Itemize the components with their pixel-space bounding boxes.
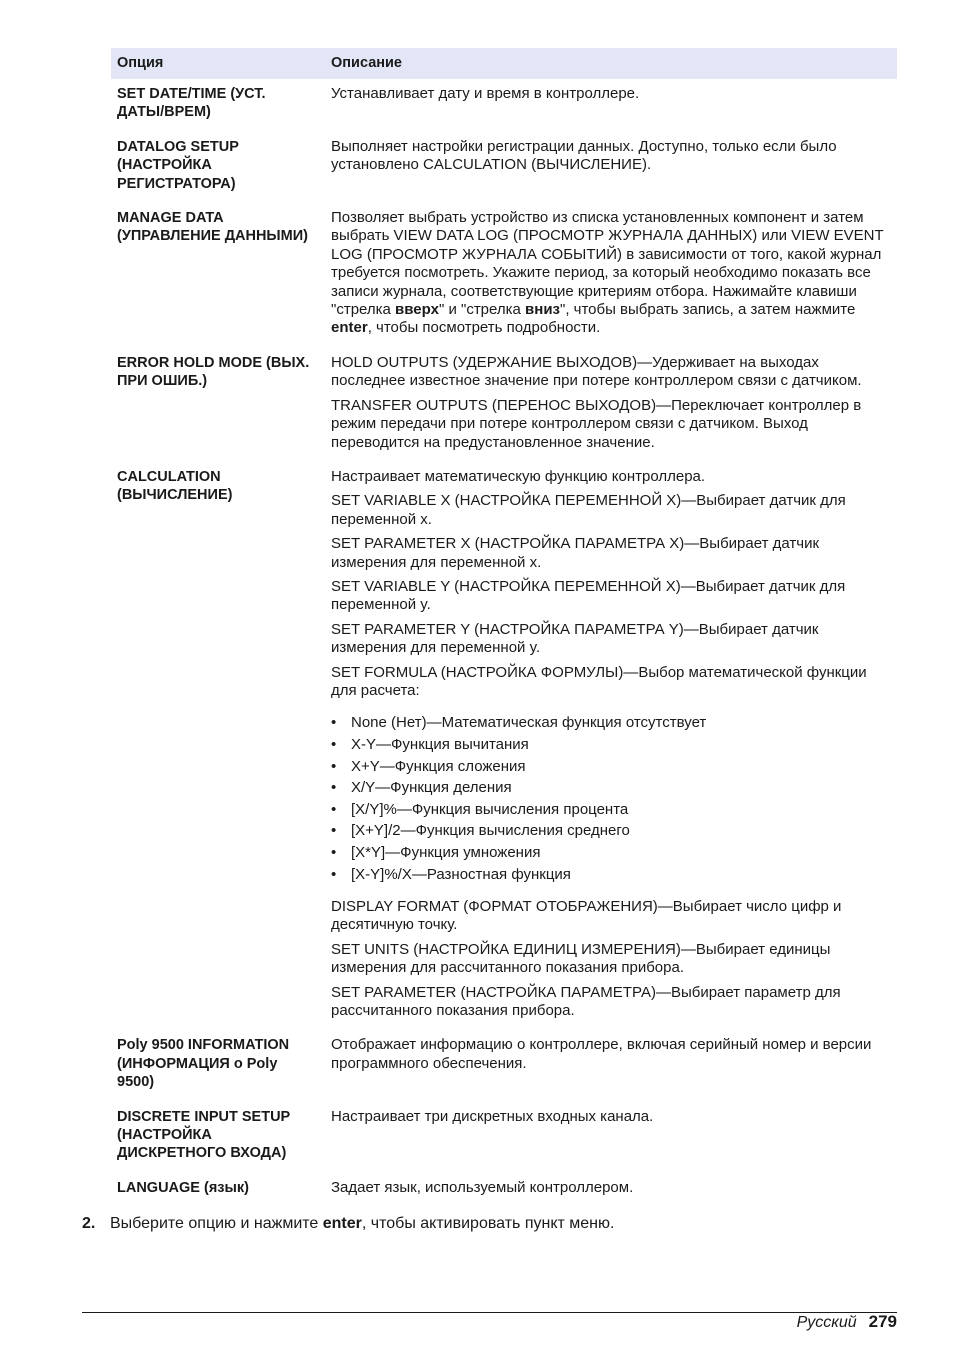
- table-row: [111, 462, 897, 1030]
- bullet-icon: •: [331, 800, 337, 818]
- text-fragment: , чтобы посмотреть подробности.: [367, 319, 601, 337]
- header-description: Описание: [325, 48, 897, 79]
- table-body: [111, 79, 897, 1207]
- text-fragment: ", чтобы выбрать запись, а затем нажмите: [560, 301, 856, 319]
- bold-key-text: вниз: [525, 301, 560, 319]
- option-name: MANAGE DATA (УПРАВЛЕНИЕ ДАННЫМИ): [117, 210, 308, 245]
- table-row: [111, 1102, 897, 1173]
- option-name: SET DATE/TIME (УСТ. ДАТЫ/ВРЕМ): [117, 86, 266, 121]
- description-paragraph: [331, 621, 891, 658]
- list-item-text: X-Y—Функция вычитания: [351, 735, 529, 753]
- table-row: [111, 203, 897, 348]
- description-paragraph: [331, 1036, 891, 1073]
- text-fragment: SET UNITS (НАСТРОЙКА ЕДИНИЦ ИЗМЕРЕНИЯ)—Выбирает единицы измерения для рассчитанного показания прибора.: [331, 940, 831, 977]
- table-row: [111, 132, 897, 203]
- bullet-icon: •: [331, 843, 337, 861]
- page-number: 279: [868, 1312, 897, 1331]
- bullet-icon: •: [331, 865, 337, 883]
- list-item: [331, 844, 891, 862]
- bullet-icon: •: [331, 714, 337, 732]
- description-paragraph: [331, 535, 891, 572]
- option-name: DISCRETE INPUT SETUP (НАСТРОЙКА ДИСКРЕТНОГО ВХОДА): [117, 1108, 290, 1162]
- description-paragraph: [331, 468, 891, 486]
- description-paragraph: [331, 85, 891, 103]
- list-item-text: X+Y—Функция сложения: [351, 757, 526, 775]
- option-description: [325, 1102, 897, 1173]
- options-table: [111, 48, 897, 1207]
- text-fragment: SET VARIABLE Y (НАСТРОЙКА ПЕРЕМЕННОЙ X)—Выбирает датчик для переменной y.: [331, 577, 846, 614]
- option-description: [325, 132, 897, 203]
- description-paragraph: [331, 898, 891, 935]
- list-item: [331, 779, 891, 797]
- text-fragment: Задает язык, используемый контроллером.: [331, 1178, 634, 1196]
- description-paragraph: [331, 1108, 891, 1126]
- list-item-text: [X+Y]/2—Функция вычисления среднего: [351, 822, 630, 840]
- description-paragraph: [331, 209, 891, 338]
- table-row: [111, 1030, 897, 1101]
- description-paragraph: [331, 354, 891, 391]
- list-item: [331, 758, 891, 776]
- description-paragraph: [331, 578, 891, 615]
- text-fragment: SET PARAMETER X (НАСТРОЙКА ПАРАМЕТРА X)—Выбирает датчик измерения для переменной x.: [331, 535, 820, 571]
- text-fragment: Настраивает три дискретных входных канала.: [331, 1107, 654, 1125]
- text-fragment: " и "стрелка: [438, 301, 526, 319]
- list-item: [331, 801, 891, 819]
- description-paragraph: [331, 941, 891, 978]
- text-fragment: SET FORMULA (НАСТРОЙКА ФОРМУЛЫ)—Выбор математической функции для расчета:: [331, 663, 867, 699]
- list-item-text: [X*Y]—Функция умножения: [351, 843, 541, 861]
- page-footer: [797, 1312, 897, 1333]
- text-fragment: Отображает информацию о контроллере, включая серийный номер и версии программного обеспечения.: [331, 1036, 872, 1072]
- bullet-icon: •: [331, 822, 337, 840]
- description-paragraph: [331, 664, 891, 701]
- text-fragment: SET PARAMETER (НАСТРОЙКА ПАРАМЕТРА)—Выбирает параметр для рассчитанного показания прибора.: [331, 983, 841, 1019]
- table-header-row: [111, 48, 897, 79]
- formula-list: [331, 714, 891, 884]
- header-option: Опция: [111, 48, 325, 79]
- text-fragment: SET PARAMETER Y (НАСТРОЙКА ПАРАМЕТРА Y)—Выбирает датчик измерения для переменной y.: [331, 620, 819, 657]
- bold-key-text: вверх: [395, 301, 439, 319]
- list-item: [331, 736, 891, 754]
- text-fragment: TRANSFER OUTPUTS (ПЕРЕНОС ВЫХОДОВ)—Переключает контроллер в режим передачи при потере контроллером связи с датчиком. Выход переводится на предустановленное значение.: [331, 396, 862, 451]
- bullet-icon: •: [331, 757, 337, 775]
- option-description: [325, 203, 897, 348]
- text-fragment: Выполняет настройки регистрации данных. Доступно, только если было установлено CALCULATION (ВЫЧИСЛЕНИЕ).: [331, 137, 837, 174]
- description-paragraph: [331, 984, 891, 1021]
- list-item: [331, 866, 891, 884]
- table-row: [111, 348, 897, 462]
- option-description: [325, 462, 897, 1030]
- list-item: [331, 714, 891, 732]
- description-paragraph: [331, 1179, 891, 1197]
- list-item-text: X/Y—Функция деления: [351, 779, 512, 797]
- option-name: Poly 9500 INFORMATION (ИНФОРМАЦИЯ о Poly 9500): [117, 1037, 290, 1091]
- bullet-icon: •: [331, 735, 337, 753]
- text-fragment: HOLD OUTPUTS (УДЕРЖАНИЕ ВЫХОДОВ)—Удерживает на выходах последнее известное значение при потере контроллером связи с датчиком.: [331, 353, 862, 390]
- footer-divider: [82, 1312, 897, 1313]
- option-name: LANGUAGE (язык): [117, 1179, 249, 1196]
- option-description: [325, 348, 897, 462]
- option-description: [325, 1030, 897, 1101]
- step-text: [110, 1214, 614, 1234]
- table-row: [111, 79, 897, 132]
- option-description: [325, 1173, 897, 1207]
- list-item: [331, 822, 891, 840]
- bullet-icon: •: [331, 779, 337, 797]
- option-name: ERROR HOLD MODE (ВЫХ. ПРИ ОШИБ.): [117, 354, 310, 390]
- description-paragraph: [331, 397, 891, 452]
- step-text-part: , чтобы активировать пункт меню.: [361, 1215, 615, 1232]
- text-fragment: Позволяет выбрать устройство из списка установленных компонент и затем выбрать VIEW DATA LOG (ПРОСМОТР ЖУРНАЛА ДАННЫХ) или VIEW EVENT LOG (ПРОСМОТР ЖУРНАЛА СОБЫТИЙ) в зависимости от того, какой журнал требуется посмотреть. Укажите период, за который необходимо показать все записи журнала, соответствующие критериям отбора. Нажимайте клавиши "стрелка: [331, 209, 884, 319]
- step-number: 2.: [82, 1215, 96, 1232]
- description-paragraph: [331, 138, 891, 175]
- option-description: [325, 79, 897, 132]
- footer-language: Русский: [796, 1314, 857, 1331]
- step-text-bold: enter: [322, 1215, 362, 1232]
- description-paragraph: [331, 492, 891, 529]
- list-item-text: [X-Y]%/X—Разностная функция: [351, 865, 571, 883]
- text-fragment: SET VARIABLE X (НАСТРОЙКА ПЕРЕМЕННОЙ X)—Выбирает датчик для переменной x.: [331, 492, 846, 528]
- table-row: [111, 1173, 897, 1207]
- list-item-text: [X/Y]%—Функция вычисления процента: [351, 800, 629, 818]
- text-fragment: DISPLAY FORMAT (ФОРМАТ ОТОБРАЖЕНИЯ)—Выбирает число цифр и десятичную точку.: [331, 897, 842, 934]
- text-fragment: Настраивает математическую функцию контроллера.: [331, 467, 706, 485]
- option-name: DATALOG SETUP (НАСТРОЙКА РЕГИСТРАТОРА): [117, 138, 239, 192]
- option-name: CALCULATION (ВЫЧИСЛЕНИЕ): [117, 468, 233, 504]
- step-text-part: Выберите опцию и нажмите: [110, 1215, 323, 1232]
- bold-key-text: enter: [331, 319, 368, 337]
- list-item-text: None (Нет)—Математическая функция отсутствует: [351, 714, 707, 732]
- text-fragment: Устанавливает дату и время в контроллере.: [331, 85, 640, 102]
